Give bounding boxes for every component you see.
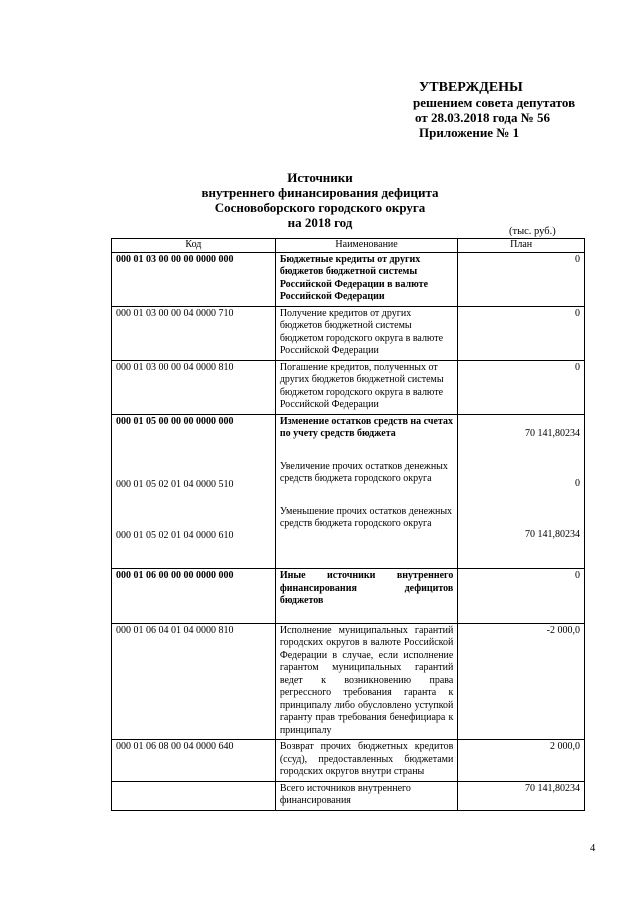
header-plan: План [458, 239, 585, 253]
header-name: Наименование [275, 239, 458, 253]
subrow-name: Увеличение прочих остатков денежных средств бюджета городского округа [279, 460, 448, 484]
row-name [275, 569, 458, 624]
subrow-plan: 0 [575, 478, 580, 489]
document-title [0, 170, 640, 230]
row-code: 000 01 06 00 00 00 0000 000 [112, 569, 276, 624]
row-name: Изменение остатков средств на счетах по учету средств бюджета [279, 415, 454, 439]
row-plan: 70 141,80234 [458, 781, 585, 810]
row-name: Погашение кредитов, полученных от других бюджетов бюджетной системы бюджетом городского округа в валюте Российской Федерации [275, 360, 458, 414]
row-name: Всего источников внутреннего финансирования [275, 781, 458, 810]
title-line-1: Источники [287, 170, 353, 185]
approval-decision: решением совета депутатов [413, 95, 576, 110]
row-code: 000 01 03 00 00 04 0000 710 [112, 306, 276, 360]
approval-appendix: Приложение № 1 [419, 125, 520, 140]
table-row [112, 252, 585, 306]
row-name: Возврат прочих бюджетных кредитов (ссуд), предоставленных бюджетами городских округов внутри страны [275, 740, 458, 782]
table-row [112, 623, 585, 740]
row-plan: 70 141,80234 [525, 427, 580, 439]
table-row [112, 360, 585, 414]
approval-date: от 28.03.2018 года № 56 [415, 110, 551, 125]
row-name-group [275, 414, 458, 569]
header-code: Код [112, 239, 276, 253]
subrow-code: 000 01 05 02 01 04 0000 610 [116, 529, 234, 541]
title-line-2: внутреннего финансирования дефицита [201, 185, 439, 200]
row-plan: 0 [458, 360, 585, 414]
row-code: 000 01 03 00 00 04 0000 810 [112, 360, 276, 414]
row-name: Получение кредитов от других бюджетов бюджетной системы бюджетом городского округа в валюте Российской Федерации [275, 306, 458, 360]
sources-table [111, 238, 585, 811]
row-code-group [112, 414, 276, 569]
row-plan: 0 [458, 306, 585, 360]
row-name: Бюджетные кредиты от других бюджетов бюджетной системы Российской Федерации в валюте Российской Федерации [275, 252, 458, 306]
table-row-total [112, 781, 585, 810]
row-code: 000 01 06 08 00 04 0000 640 [112, 740, 276, 782]
row-name-text: Иные источники внутреннего финансирования дефицитов бюджетов [279, 570, 454, 606]
approval-title: УТВЕРЖДЕНЫ [419, 80, 523, 95]
row-name: Исполнение муниципальных гарантий городских округов в валюте Российской Федерации в случае, если исполнение гарантом муниципальных гарантий ведет к возникновению права регрессного требования гаранта к принципалу либо обусловлено уступкой гаранту прав требования бенефициара к принципалу [275, 623, 458, 740]
subrow-code: 000 01 05 02 01 04 0000 510 [116, 479, 234, 490]
row-plan: 0 [458, 252, 585, 306]
row-plan: -2 000,0 [458, 623, 585, 740]
title-line-3: Сосновоборского городского округа [214, 200, 426, 215]
row-code: 000 01 06 04 01 04 0000 810 [112, 623, 276, 740]
row-plan: 2 000,0 [458, 740, 585, 782]
row-code: 000 01 03 00 00 00 0000 000 [112, 252, 276, 306]
page-number: 4 [590, 843, 596, 854]
subrow-name: Уменьшение прочих остатков денежных средств бюджета городского округа [279, 505, 453, 529]
table-row [112, 306, 585, 360]
table-header-row [112, 239, 585, 253]
subrow-plan: 70 141,80234 [525, 528, 580, 540]
row-plan: 0 [458, 569, 585, 624]
table-row [112, 740, 585, 782]
row-code: 000 01 05 00 00 00 0000 000 [116, 415, 234, 427]
title-line-4: на 2018 год [287, 215, 353, 230]
units-note: (тыс. руб.) [509, 226, 556, 237]
row-code [112, 781, 276, 810]
table-row [112, 414, 585, 569]
row-plan-group [458, 414, 585, 569]
table-row [112, 569, 585, 624]
approval-block [413, 80, 575, 140]
